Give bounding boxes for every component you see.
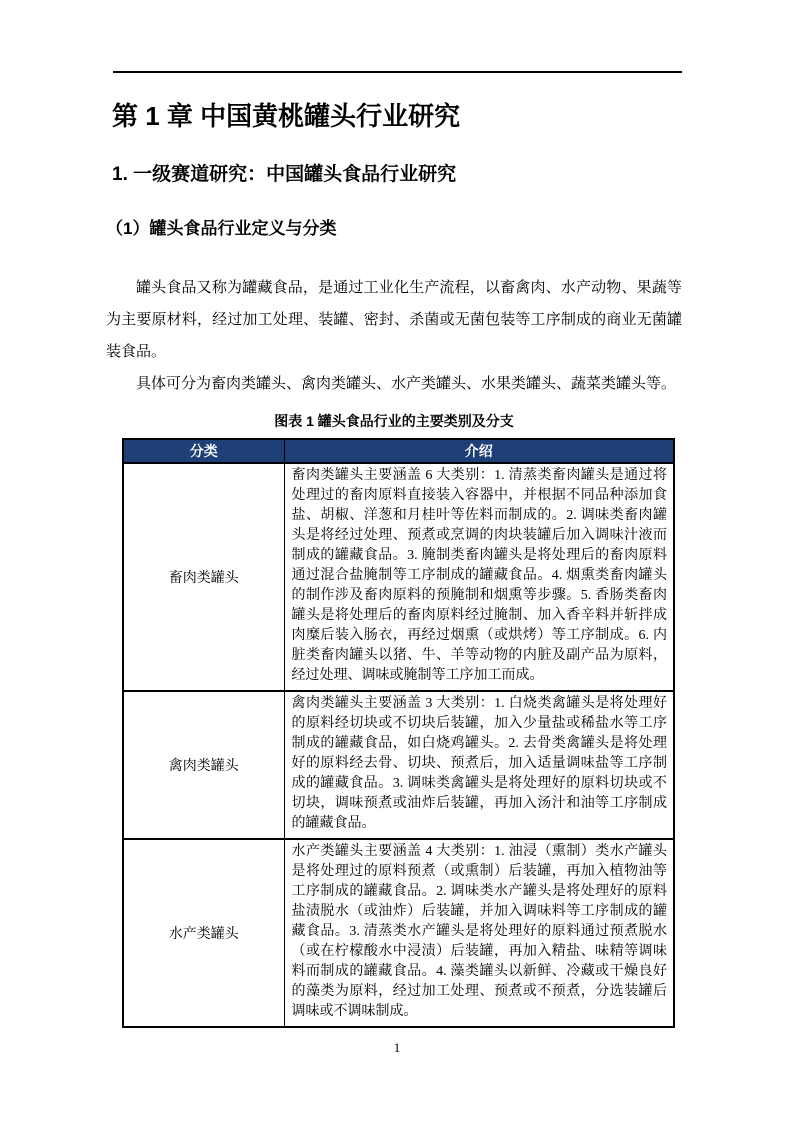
page-content bbox=[106, 99, 682, 1028]
paragraph-definition: 罐头食品又称为罐藏食品，是通过工业化生产流程，以畜禽肉、水产动物、果蔬等为主要原材料，经过加工处理、装罐、密封、杀菌或无菌包装等工序制成的商业无菌罐装食品。 bbox=[106, 280, 682, 360]
figure-caption: 图表 1 罐头食品行业的主要类别及分支 bbox=[274, 413, 514, 429]
table-row-livestock bbox=[123, 463, 674, 691]
description-cell: 水产类罐头主要涵盖 4 大类别：1. 油浸（熏制）类水产罐头是将处理过的原料预煮（或熏制）后装罐，再加入植物油等工序制成的罐藏食品。2. 调味类水产罐头是将处理好的原料盐渍脱水（或油炸）后装罐，并加入调味料等工序制成的罐藏食品。3. 清蒸类水产罐头是将处理好的原料通过预煮脱水（或在柠檬酸水中浸渍）后装罐，再加入精盐、味精等调味料而制成的罐藏食品。4. 藻类罐头以新鲜、冷藏或干燥良好的藻类为原料，经过加工处理、预煮或不预煮，分选装罐后调味或不调味制成。 bbox=[284, 839, 674, 1027]
section-title: 1. 一级赛道研究：中国罐头食品行业研究 bbox=[112, 164, 457, 185]
table-header-row bbox=[123, 439, 674, 463]
paragraph-categories: 具体可分为畜肉类罐头、禽肉类罐头、水产类罐头、水果类罐头、蔬菜类罐头等。 bbox=[136, 376, 677, 392]
subsection-title: （1）罐头食品行业定义与分类 bbox=[106, 219, 337, 238]
page-number: 1 bbox=[393, 1040, 401, 1055]
chapter-title: 第 1 章 中国黄桃罐头行业研究 bbox=[112, 101, 461, 131]
category-cell: 畜肉类罐头 bbox=[123, 463, 284, 691]
category-cell: 禽肉类罐头 bbox=[123, 691, 284, 839]
description-cell: 禽肉类罐头主要涵盖 3 大类别：1. 白烧类禽罐头是将处理好的原料经切块或不切块后装罐，加入少量盐或稀盐水等工序制成的罐藏食品，如白烧鸡罐头。2. 去骨类禽罐头是将处理好的原料经去骨、切块、预煮后，加入适量调味盐等工序制成的罐藏食品。3. 调味类禽罐头是将处理好的原料切块或不切块，调味预煮或油炸后装罐，再加入汤汁和油等工序制成的罐藏食品。 bbox=[284, 691, 674, 839]
column-header-category: 分类 bbox=[123, 439, 284, 463]
classification-table bbox=[122, 438, 675, 1028]
category-cell: 水产类罐头 bbox=[123, 839, 284, 1027]
column-header-description: 介绍 bbox=[284, 439, 674, 463]
table-row-aquatic bbox=[123, 839, 674, 1027]
page-header-rule bbox=[113, 71, 682, 73]
table-row-poultry bbox=[123, 691, 674, 839]
description-cell: 畜肉类罐头主要涵盖 6 大类别：1. 清蒸类畜肉罐头是通过将处理过的畜肉原料直接装入容器中，并根据不同品种添加食盐、胡椒、洋葱和月桂叶等佐料而制成的。2. 调味类畜肉罐头是将经过处理、预煮或烹调的肉块装罐后加入调味汁液而制成的罐藏食品。3. 腌制类畜肉罐头是将处理后的畜肉原料通过混合盐腌制等工序制成的罐藏食品。4. 烟熏类畜肉罐头的制作涉及畜肉原料的预腌制和烟熏等步骤。5. 香肠类畜肉罐头是将处理后的畜肉原料经过腌制、加入香辛料并斩拌成肉糜后装入肠衣，再经过烟熏（或烘烤）等工序制成。6. 内脏类畜肉罐头以猪、牛、羊等动物的内脏及副产品为原料，经过处理、调味或腌制等工序加工而成。 bbox=[284, 463, 674, 691]
